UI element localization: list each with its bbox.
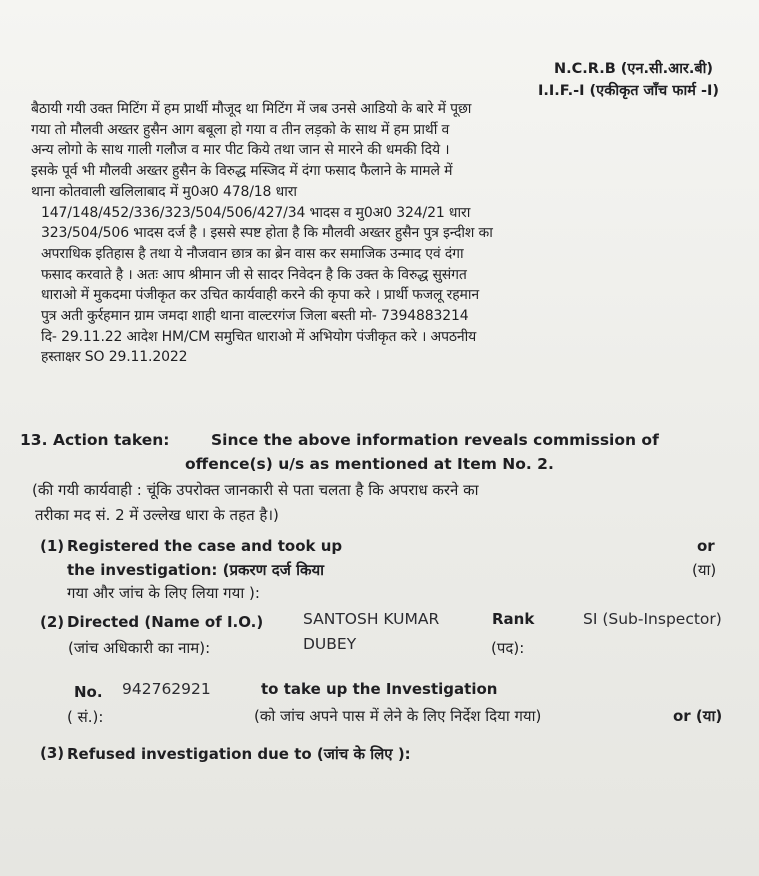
directed-io-label: Directed (Name of I.O.)	[67, 613, 264, 631]
rank-label: Rank	[492, 610, 535, 628]
io-number-label-hindi: ( सं.):	[67, 708, 104, 726]
item-1-line-2: the investigation: (प्रकरण दर्ज किया	[67, 561, 325, 579]
item-1-line-1: Registered the case and took up	[67, 537, 343, 555]
narrative-line: इसके पूर्व भी मौलवी अख्तर हुसैन के विरुद्ध मस्जिद में दंगा फसाद फैलाने के मामले में	[31, 163, 453, 180]
item-1-line-3: गया और जांच के लिए लिया गया ):	[67, 584, 260, 602]
item-2-or: or (या)	[673, 707, 723, 725]
narrative-line: गया तो मौलवी अख्तर हुसैन आग बबूला हो गया व तीन लड़को के साथ में हम प्रार्थी व	[31, 121, 450, 138]
item-1-or-hindi: (या)	[692, 561, 717, 579]
section-number: 13.	[20, 431, 48, 449]
take-up-investigation-hindi: (को जांच अपने पास में लेने के लिए निर्देश दिया गया)	[254, 707, 542, 725]
narrative-line: अन्य लोगो के साथ गाली गलौज व मार पीट किये तथा जान से मारने की धमकी दिये ।	[31, 142, 450, 159]
io-number-value: 942762921	[122, 680, 211, 698]
io-number-label: No.	[74, 683, 103, 701]
narrative-line: 147/148/452/336/323/504/506/427/34 भादस व मु0अ0 324/21 धारा	[41, 204, 471, 221]
rank-value: SI (Sub-Inspector)	[583, 610, 722, 628]
narrative-line: 323/504/506 भादस दर्ज है । इससे स्पष्ट होता है कि मौलवी अख्तर हुसैन पुत्र इन्दीश का	[41, 225, 493, 242]
action-taken-text: Since the above information reveals commission of	[211, 431, 659, 449]
take-up-investigation: to take up the Investigation	[261, 680, 498, 698]
narrative-line: फसाद करवाते है । अतः आप श्रीमान जी से सादर निवेदन है कि उक्त के विरुद्ध सुसंगत	[41, 266, 467, 283]
ncrb-label: N.C.R.B (एन.सी.आर.बी)	[553, 61, 713, 77]
narrative-line: दि- 29.11.22 आदेश HM/CM समुचित धाराओ में अभियोग पंजीकृत करे । अपठनीय	[41, 328, 477, 345]
narrative-line: पुत्र अती कुर्रहमान ग्राम जमदा शाही थाना वाल्टरगंज जिला बस्ती मो- 7394883214	[41, 308, 469, 325]
action-taken-hindi: (की गयी कार्यवाही : चूंकि उपरोक्त जानकारी से पता चलता है कि अपराध करने का	[32, 481, 479, 499]
item-2-number: (2)	[40, 613, 65, 631]
action-taken-hindi-2: तरीका मद सं. 2 में उल्लेख धारा के तहत है।)	[35, 506, 279, 524]
narrative-line: हस्ताक्षर SO 29.11.2022	[41, 349, 188, 366]
io-name-line-1: SANTOSH KUMAR	[303, 610, 440, 628]
narrative-line: थाना कोतवाली खलिलाबाद में मु0अ0 478/18 धारा	[31, 183, 297, 200]
rank-label-hindi: (पद):	[491, 639, 525, 657]
refused-investigation: Refused investigation due to (जांच के लिए ):	[67, 745, 411, 763]
narrative-line: बैठायी गयी उक्त मिटिंग में हम प्रार्थी मौजूद था मिटिंग में जब उनसे आडियो के बारे में पूछा	[31, 101, 472, 117]
action-taken-label: Action taken:	[53, 431, 170, 449]
iif-form-label: I.I.F.-I (एकीकृत जाँच फार्म -I)	[538, 83, 719, 99]
item-3-number: (3)	[40, 744, 65, 762]
item-1-number: (1)	[40, 537, 65, 555]
narrative-line: अपराधिक इतिहास है तथा ये नौजवान छात्र का ब्रेन वास कर समाजिक उन्माद एवं दंगा	[41, 245, 464, 262]
action-taken-text-2: offence(s) u/s as mentioned at Item No. 2.	[185, 455, 554, 473]
narrative-line: धाराओ में मुकदमा पंजीकृत कर उचित कार्यवाही करने की कृपा करे । प्रार्थी फजलू रहमान	[41, 287, 480, 304]
item-1-or: or	[697, 537, 715, 555]
directed-io-label-hindi: (जांच अधिकारी का नाम):	[68, 639, 211, 657]
io-name-line-2: DUBEY	[303, 635, 357, 653]
